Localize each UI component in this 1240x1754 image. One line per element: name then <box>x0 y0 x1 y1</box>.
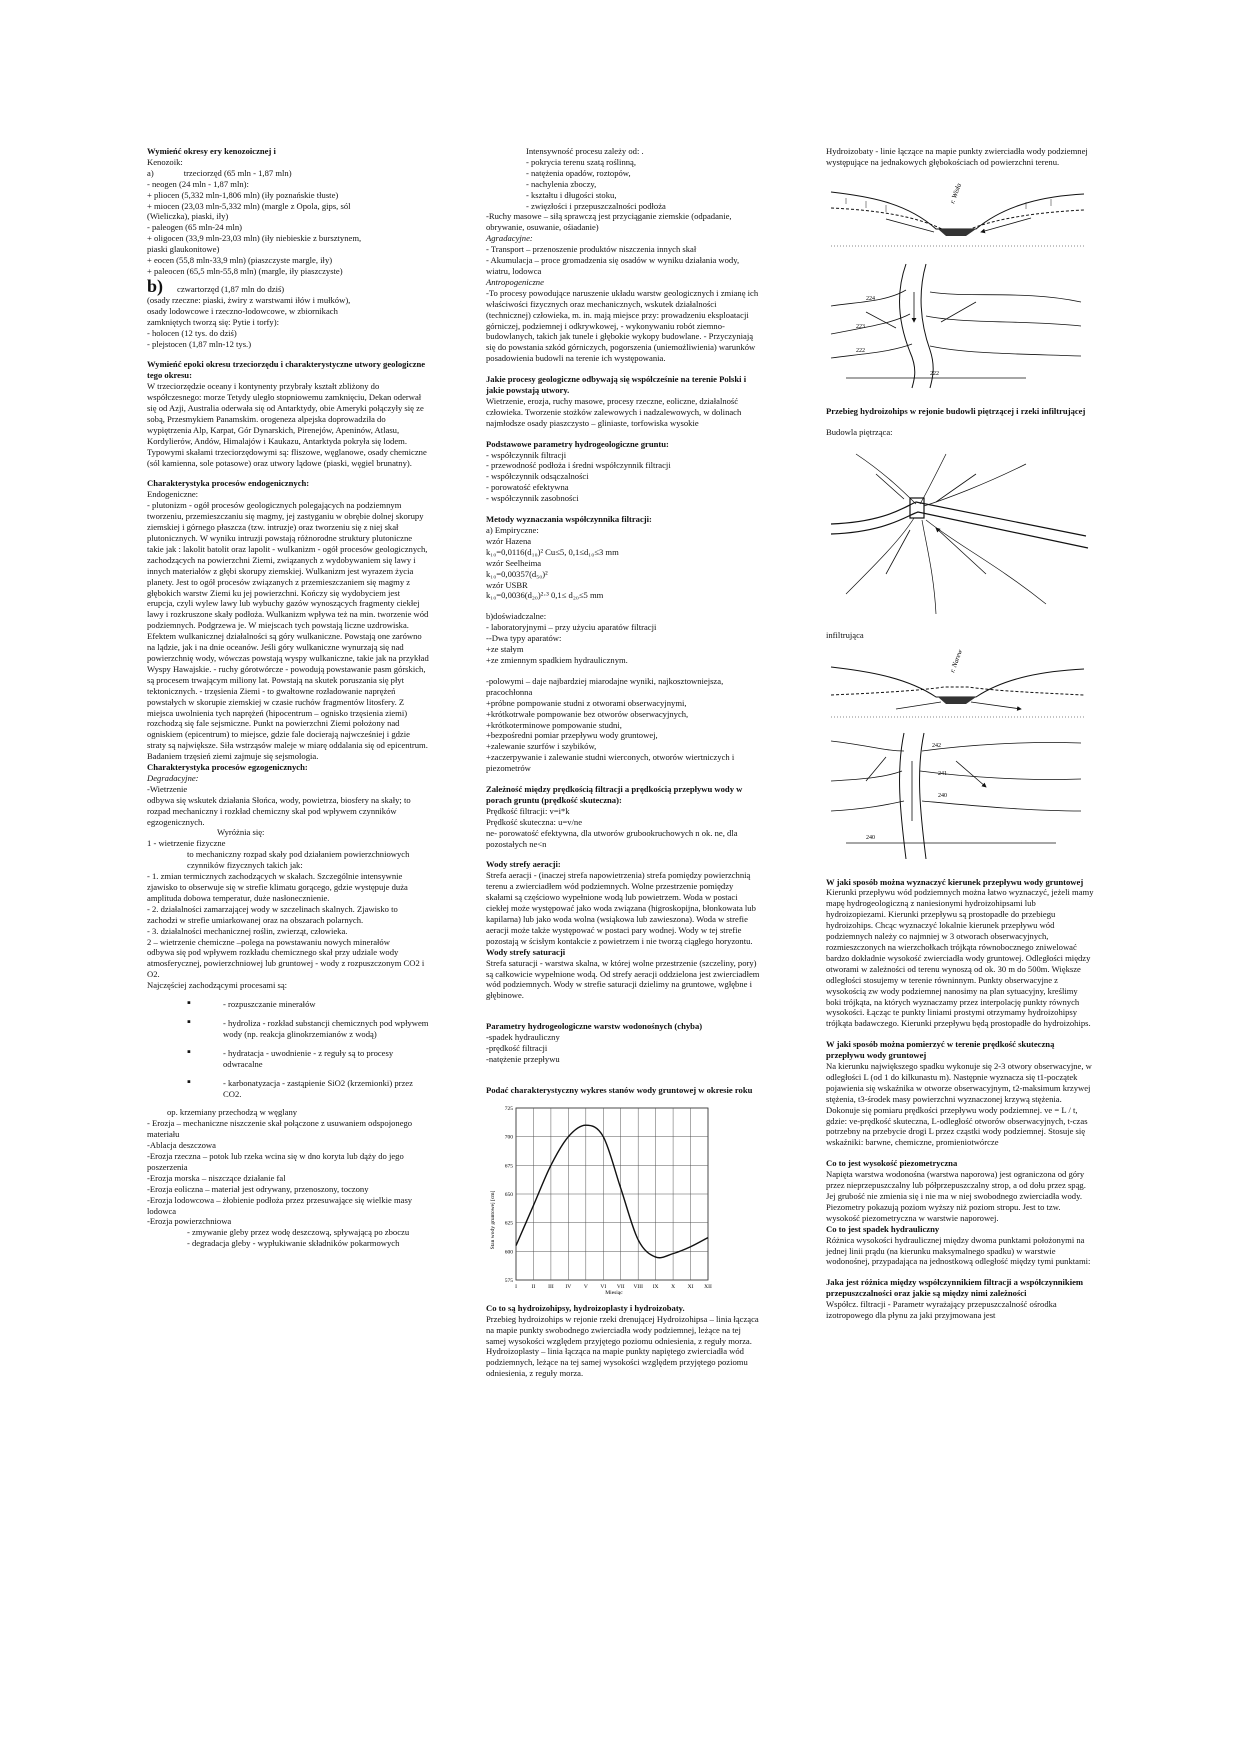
list-item: - plejstocen (1,87 mln-12 tys.) <box>147 338 252 349</box>
river-label-narew: r. Narew <box>948 648 965 674</box>
text-weathering-def: odbywa się wskutek działania Słońca, wody, powietrza, biosfery na skały; to rozpad mechaniczny i rozkład chemiczny skał pod wpływem czynników egzogenicznych. <box>147 794 411 827</box>
text-accumulation: - Akumulacja – proce gromadzenia się osadów w wyniku działania wody, wiatru, lodowca <box>486 255 740 276</box>
contour-label: 240 <box>938 792 947 799</box>
list-neogen <box>147 179 429 277</box>
text-frost: - 2. działalności zamarzającej wody w szczelinach skalnych. Zjawisko to zachodzi w strefie umiarkowanej oraz na obszarach polarnych. <box>147 903 398 925</box>
list-item: + miocen (23,03 mln-5,332 mln) (margle z Opola, gips, sól <box>147 200 351 211</box>
chart-x-tick-label: IX <box>652 1283 659 1290</box>
list-item: + oligocen (33,9 mln-23,03 mln) (iły niebieskie z bursztynem, <box>147 233 362 244</box>
contour-label: 241 <box>938 770 947 777</box>
river-bank-left <box>900 264 915 388</box>
list-item: - kształtu i długości stoku, <box>526 189 617 200</box>
chart-y-label: Stan wody gruntowej [cm] <box>490 1190 496 1250</box>
list-item: ▪ - hydratacja - uwodnienie - z reguły są to procesy odwracalne <box>147 1048 429 1070</box>
river-drainage-map-figure <box>826 262 1086 390</box>
list-quaternary <box>147 295 429 350</box>
heading-effective-velocity: W jaki sposób można pomierzyć w terenie prędkość skuteczną przepływu wody gruntowej <box>826 1039 1055 1061</box>
list-item: -spadek hydrauliczny <box>486 1032 560 1043</box>
list-item: - nachylenia zboczy, <box>526 178 597 189</box>
list-item: ▪ - rozpuszczanie minerałów <box>147 999 429 1010</box>
list-intensity <box>486 157 762 212</box>
list-item: wzór Seelheima <box>486 557 542 568</box>
river-bed <box>938 229 976 236</box>
list-item: -Erozja lodowcowa – żłobienie podłoża przez przesuwające się wielkie masy lodowca <box>147 1194 413 1216</box>
list-item: -Erozja rzeczna – potok lub rzeka wcina się w dno koryta lub dąży do jego poszerzenia <box>147 1151 404 1172</box>
contour-label: 242 <box>932 742 941 749</box>
text-aggradation: Agradacyjne: <box>486 233 533 244</box>
text-thermal: - 1. zmian termicznych zachodzących w skałach. Szczególnie intensywnie zjawisko to obserwuje się w strefie klimatu gorącego, gdzie występuje duża amplituda dobowa temperatur, duże nasłonecznienie. <box>147 871 408 903</box>
contour-label: 222 <box>930 370 939 377</box>
column-middle <box>486 146 762 1379</box>
formula-effective-velocity: Prędkość skuteczna: u=v/ne <box>486 816 583 827</box>
infiltrating-river-map-figure <box>826 731 1086 861</box>
list-item: - współczynnik zasobności <box>486 493 579 504</box>
hydroisohypse-242 <box>831 741 1081 751</box>
river-label-wisla: r. Wisła <box>948 182 964 205</box>
river-bed <box>938 697 976 704</box>
water-table-line <box>831 687 1084 695</box>
list-empirical <box>486 525 762 601</box>
terrain-profile <box>831 667 1084 697</box>
text-poland-processes: Wietrzenie, erozja, ruchy masowe, procesy rzeczne, eoliczne, działalność człowieka. Tworzenie stożków zalewowych i nadzalewowych, w dolinach najmłodsze osady piaszczysto – gliniaste, torfowiska wysokie <box>486 395 742 428</box>
infiltrating-river-section-figure <box>826 647 1086 725</box>
text-hydraulic-gradient: Różnica wysokości hydraulicznej między dwoma punktami położonymi na jednej linii prądu (na kierunku maksymalnego spadku) w warstwie wodonośnej, przypadająca na jednostkową odległość między tymi punktami: <box>826 1234 1091 1267</box>
chart-y-tick-label: 625 <box>504 1220 513 1227</box>
text-porosity: ne- porowatość efektywna, dla utworów grubookruchowych n ok. ne, dla pozostałych ne<n <box>486 827 738 849</box>
list-item: +bezpośredni pomiar przepływu wody gruntowej, <box>486 730 658 741</box>
list-item: - paleogen (65 mln-24 mln) <box>147 222 242 233</box>
list-item: (osady rzeczne: piaski, żwiry z warstwami iłów i mułków), <box>147 294 351 305</box>
list-item: - współczynnik filtracji <box>486 449 567 460</box>
groundwater-level-chart <box>486 1102 716 1297</box>
list-item: b)doświadczalne: <box>486 611 547 622</box>
chart-y-tick-label: 650 <box>504 1191 513 1198</box>
heading-hydro-params: Podstawowe parametry hydrogeologiczne gruntu: <box>486 438 669 449</box>
contour-label: 223 <box>856 323 865 330</box>
hydroisohypse-222 <box>831 344 1081 358</box>
chart-x-tick-label: XII <box>704 1283 712 1290</box>
list-item: - natężenia opadów, roztopów, <box>526 167 631 178</box>
list-item: - degradacja gleby - wypłukiwanie składników pokarmowych <box>187 1238 400 1249</box>
text-weathering: -Wietrzenie <box>147 783 188 794</box>
text-piezometric: Napięta warstwa wodonośna (warstwa naporowa) jest ograniczona od góry przez nieprzepuszczalny lub półprzepuszczalny strop, a od dołu przez spąg. Jej grubość nie zmienia się i nie ma w niej swobodnego zwierciadła wody. Piezometry pokazują poziom wyższy niż poziom stropu. Jest to tzw. wysokość piezometryczna w warstwie naporowej. <box>826 1169 1086 1223</box>
chart-y-tick-label: 600 <box>504 1249 513 1256</box>
dam-hydroisohypses-figure <box>826 444 1094 624</box>
text-tertiary: W trzeciorzędzie oceany i kontynenty przybrały kształt zbliżony do współczesnego: morze Tetydy uległo stopniowemu zamknięciu, Dekan oderwał się od Azji, Australia oderwała się od Antarktydy, obie Ameryki połączyły się ze sobą, Przesmykiem Panamskim. orogeneza alpejska doprowadziła do wypiętrzenia Alp, Karpat, Gór Dynarskich, Pirenejów, Apeninów, Atlasu, Kordylierów, Andów, Himalajów i Kaukazu, Antarktyda pokryła się lodem. Typowymi skałami trzeciorzędowymi są: fliszowe, węglanowe, osady chemiczne (sól kamienna, sole potasowe) oraz utwory lądowe (piaski, węgiel brunatny). <box>147 381 427 468</box>
list-item: +krótkoterminowe pompowanie studni, <box>486 719 622 730</box>
list-item: osady lodowcowe i rzeczno-lodowcowe, w zbiornikach <box>147 305 338 316</box>
chart-x-tick-label: VIII <box>633 1283 643 1290</box>
list-item: - laboratoryjnymi – przy użyciu aparatów filtracji <box>486 622 657 633</box>
list-item: -Erozja eoliczna – materiał jest odrywany, przenoszony, toczony <box>147 1183 369 1194</box>
list-item: ▪ - hydroliza - rozkład substancji chemicznych pod wpływem wody (np. reakcja glinokrzemianów z wodą) <box>147 1018 429 1040</box>
river-bank-right <box>920 733 926 859</box>
water-table-line <box>831 208 1084 230</box>
list-item: -polowymi – daje najbardziej miarodajne wyniki, najkosztowniejsza, pracochłonna <box>486 675 724 697</box>
list-item: - pokrycia terenu szatą roślinną, <box>526 156 637 167</box>
list-item: +ze stałym <box>486 644 524 655</box>
chart-series-line <box>516 1125 708 1258</box>
list-item: wzór Hazena <box>486 535 532 546</box>
text-endogenic: - plutonizm - ogół procesów geologicznych polegających na podziemnym tworzeniu, przemieszczaniu się magmy, jej zastyganiu w obrębie dolnej skorupy ziemskiej i górnego płaszcza (tzw. intruzje) oraz tworzeniu się z niej skał plutonicznych. W wyniku intruzji powstają różnorodne struktury plutoniczne takie jak : lakolit batolit oraz lapolit - wulkanizm - ogół procesów geologicznych, zachodzących na powierzchni Ziemi, związanych z wydobywaniem się lawy i innych materiałów z głębi skorupy ziemskiej. Wulkanizm jest wyrazem życia planety. Jest to ogół procesów związanych z przemieszczaniem się magmy z głębokich warstw Ziemi ku jej powierzchni. Kończy się wydobyciem jest erupcja, czyli wylew lawy lub wybuchy gazów wynoszących fragmenty ciekłej lawy i rozkruszone skały podłoża. Wulkanizm wpływa też na min. tworzenie wód podziemnych. Podgrzewa je. W miejscach tych powstają liczne uzdrowiska. Efektem wulkanicznej działalności są góry wulkaniczne. Powstają one zarówno na lądzie, jak i na dnie oceanów. Jeśli góry wulkaniczne wynurzają się nad powierzchnię wody, wówczas powstają wyspy wulkaniczne, takie jak na przykład Wyspy Hawajskie. - ruchy górotwórcze - powodują powstawanie pasm górskich, są procesem trwającym miliony lat. Powstają na skutek poruszania się płyt tektonicznych. - trzęsienia Ziemi - to gwałtowne rozładowanie naprężeń powstałych w skorupie ziemskiej w czasie ruchów fragmentów litosfery. Z miejsca uwolnienia tych naprężeń (hipocentrum – ognisko trzęsienia ziemi) rozchodzą się fale sejsmiczne. Punkt na powierzchni Ziemi położony nad ogniskiem (epicentrum) to miejsce, gdzie fale docierają najwcześniej i gdzie straty są największe. Siła wstrząsów maleje w miarę oddalania się od epicentrum. Badaniem trzęsień ziemi zajmuje się sejsmologia. <box>147 500 429 762</box>
text-physical-def: to mechaniczny rozpad skały pod działaniem powierzchniowych czynników fizycznych takich jak: <box>187 849 410 871</box>
list-item: -Erozja morska – niszczące działanie fal <box>147 1172 286 1183</box>
hydroisohypse-223 <box>831 314 1081 334</box>
text-intensity: Intensywność procesu zależy od: . <box>526 146 644 156</box>
heading-groundwater-chart: Podać charakterystyczny wykres stanów wody gruntowej w okresie roku <box>486 1084 753 1095</box>
flow-arrows-map <box>866 757 986 821</box>
text-anthropogenic: Antropogeniczne <box>486 276 544 287</box>
list-erosion <box>147 1107 429 1249</box>
text-hydroisohypses: Przebieg hydroizohips w rejonie rzeki drenującej Hydroizohipsa – linia łącząca na mapie punkty swobodnego zwierciadła wody podziemnej, leżące na tej samej wysokości względem przyjętego poziomu odniesienia, z reguły morza. Hydroizoplasty – linia łącząca na mapie punkty napiętego zwierciadła wód podziemnych, leżące na tej samej wysokości względem przyjętego poziomu odniesienia, z reguły morza. <box>486 1313 759 1379</box>
text-degradation: Degradacyjne: <box>147 772 199 783</box>
heading-flow-direction: W jaki sposób można wyznaczyć kierunek przepływu wody gruntowej <box>826 876 1084 887</box>
heading-hydroisohypses: Co to są hydroizohipsy, hydroizoplasty i hydroizobaty. <box>486 1302 685 1313</box>
list-item: piaski glaukonitowe) <box>147 244 220 255</box>
text-anthropogenic-def: -To procesy powodujące naruszenie układu warstw geologicznych i zmianę ich właściwości fizycznych oraz mechanicznych, wskutek działalności (technicznej) człowieka, m. in. mają miejsce przy: prowadzeniu eksploatacji górniczej, podziemnej i odkrywkowej, - wykonywaniu robót ziemno-budowlanych, takich jak tunele i głębokie wykopy budowlane. - Przyczyniają się do powstania szkód górniczych, pogorszenia (uniemożliwienia) warunków posadowienia budowli na terenie ich występowania. <box>486 287 759 364</box>
heading-piezometric: Co to jest wysokość piezometryczna <box>826 1158 958 1169</box>
formula-hazen: k₁₀=0,0116(d₁₀)² Cu≤5, 0,1≤d₁₀≤3 mm <box>486 546 619 557</box>
chart-y-tick-label: 725 <box>504 1105 513 1112</box>
text-physical: 1 - wietrzenie fizyczne <box>147 838 226 849</box>
list-experimental <box>486 611 762 666</box>
list-item: + paleocen (65,5 mln-55,8 mln) (margle, iły piaszczyste) <box>147 265 343 276</box>
text-flow-direction: Kierunki przepływu wód podziemnych można łatwo wyznaczyć, jeżeli mamy mapę hydrogeologiczną z naniesionymi hydroizohipsami lub hydroizopiezami. Kierunki przepływu są prostopadłe do przebiegu hydroizohips. Chcąc wyznaczyć lokalnie kierunek przepływu wód podziemnych należy co najmniej w 3 otworach obserwacyjnych, rozmieszczonych na wierzchołkach trójkąta równobocznego zniwelować bardzo dokładnie wysokość zwierciadła wody gruntowej. Odległości między otworami w zależności od terenu wynoszą od ok. 30 m do 500m. Większe odległości stosujemy w terenie równinnym. Punkty obserwacyjne z wysokością zw wody podziemnej nanosimy na plan sytuacyjny, kreślimy boki trójkąta, na których wyznaczamy przez interpolację punkty równych wysokości. Łącząc te punkty liniami prostymi otrzymamy hydroizohipsy trójkąta badawczego. Kierunki przepływu będą prostopadłe do hydroizohips. <box>826 887 1094 1029</box>
heading-velocity-relation: Zależność między prędkością filtracji a prędkością przepływu wody w porach gruntu (prędkość skuteczna): <box>486 784 743 805</box>
text-a: trzeciorzęd (65 mln - 1,87 mln) <box>183 167 292 178</box>
list-item: -prędkość filtracji <box>486 1043 548 1054</box>
chart-x-tick-label: IV <box>565 1283 572 1290</box>
list-item: -natężenie przepływu <box>486 1053 560 1064</box>
chart-x-tick-label: VI <box>600 1283 607 1290</box>
heading-tertiary-epochs: Wymieńć epoki okresu trzeciorzędu i charakterystyczne utwory geologiczne tego okresu: <box>147 359 426 381</box>
list-item: a) Empiryczne: <box>486 525 539 535</box>
text-hydroisobaths: Hydroizobaty - linie łączące na mapie punkty zwierciadła wody podziemnej występujące na jednakowych głębokościach od powierzchni terenu. <box>826 146 1088 167</box>
heading-aeration-zone: Wody strefy aeracji: <box>486 859 561 870</box>
text-kenozoik: Kenozoik: <box>147 156 183 167</box>
chart-x-tick-label: X <box>671 1283 676 1290</box>
formula-filtration-velocity: Prędkość filtracji: v=i*k <box>486 805 570 816</box>
list-item: - porowatość efektywna <box>486 482 569 493</box>
list-item: -Erozja powierzchniowa <box>147 1216 232 1227</box>
chart-y-tick-label: 675 <box>504 1163 513 1170</box>
river-drainage-section-figure <box>826 174 1086 256</box>
text-biotic: - 3. działalności mechanicznej roślin, zwierząt, człowieka. <box>147 925 348 936</box>
list-hydro-params <box>486 450 762 505</box>
text-processes: Najczęściej zachodzącymi procesami są: <box>147 980 288 991</box>
river-downstream <box>831 512 1088 548</box>
heading-filtration-methods: Metody wyznaczania współczynnika filtracji: <box>486 514 652 525</box>
list-item: --Dwa typy aparatów: <box>486 633 562 644</box>
heading-hydraulic-gradient: Co to jest spadek hydrauliczny <box>826 1223 940 1234</box>
heading-endogenic: Charakterystyka procesów endogenicznych: <box>147 478 310 489</box>
chart-grid <box>516 1108 708 1280</box>
item-b <box>147 277 429 295</box>
text-saturation-zone: Strefa saturacji - warstwa skalna, w której wolne przestrzenie (szczeliny, pory) są całkowicie wypełnione wodą. Od strefy aeracji oddzielona jest zwierciadłem wód podziemnych. Wody w strefie saturacji dzielimy na gruntowe, wgłębne i głębinowe. <box>486 957 760 1001</box>
list-item: + pliocen (5,332 mln-1,806 mln) (iły poznańskie tłuste) <box>147 189 339 200</box>
list-item: - współczynnik odsączalności <box>486 471 589 482</box>
chart-x-tick-label: II <box>531 1283 536 1290</box>
item-a <box>147 168 429 179</box>
list-item: - holocen (12 tys. do dziś) <box>147 327 237 338</box>
text-transport: - Transport – przenoszenie produktów niszczenia innych skał <box>486 244 697 255</box>
text-infiltration: infiltrująca <box>826 629 864 640</box>
heading-aquifer-params: Parametry hydrogeologiczne warstw wodonośnych (chyba) <box>486 1021 703 1032</box>
list-field-methods <box>486 676 762 774</box>
chart-y-ticks <box>505 1106 514 1284</box>
text-b: czwartorzęd (1,87 mln do dziś) <box>177 283 285 294</box>
text-chemical-def: odbywa się pod wpływem rozkładu chemicznego skał przy udziale wody atmosferycznej, powierzchniowej lub gruntowej - wody z rozpuszczonym CO2 i O2. <box>147 947 425 980</box>
list-item: +krótkotrwałe pompowanie bez otworów obserwacyjnych, <box>486 708 689 719</box>
list-item: +zalewanie szurfów i szybików, <box>486 741 597 752</box>
chart-x-label: Miesiąc <box>605 1289 623 1296</box>
contour-label: 240 <box>866 834 875 841</box>
heading-filtration-vs-permeability: Jaka jest różnica między współczynnikiem filtracji a współczynnikiem przepuszczalności oraz jakie są między nimi zależności <box>826 1277 1084 1299</box>
heading-dam-infiltration: Przebieg hydroizohips w rejonie budowli piętrzącej i rzeki infiltrującej <box>826 405 1086 416</box>
chart-y-tick-label: 700 <box>504 1134 513 1141</box>
list-item: zamkniętych tworzą się: Pytie i torfy): <box>147 316 279 327</box>
list-item: +zaczerpywanie i zalewanie studni wierconych, otworów wiertniczych i piezometrów <box>486 752 735 774</box>
text-mass-movements: -Ruchy masowe – siłą sprawczą jest przyciąganie ziemskie (odpadanie, obrywanie, osuwanie, ośiadanie) <box>486 211 732 233</box>
chart-y-tick-label: 575 <box>504 1277 513 1284</box>
label-a: a) <box>147 167 154 178</box>
chart-x-tick-label: VII <box>616 1283 625 1290</box>
river-bank-right <box>921 264 933 388</box>
list-item: (Wieliczka), piaski, iły) <box>147 211 229 222</box>
list-item: - zmywanie gleby przez wodę deszczową, spływającą po zboczu <box>187 1227 410 1238</box>
text-filtration-vs-permeability: Współcz. filtracji - Parametr wyrażający przepuszczalność ośrodka izotropowego dla płynu za jaki przyjmowana jest <box>826 1299 1057 1321</box>
text-chemical: 2 – wietrzenie chemiczne –polega na powstawaniu nowych minerałów <box>147 936 390 947</box>
heading-cenozoic-periods: Wymieńć okresy ery kenozoicznej i <box>147 146 276 156</box>
list-item: wzór USBR <box>486 579 528 590</box>
chart-x-tick-label: XI <box>687 1283 694 1290</box>
list-item: op. krzemiany przechodzą w węglany <box>167 1107 298 1118</box>
column-right <box>826 146 1094 1321</box>
text-aeration-zone: Strefa aeracji - (inaczej strefa napowietrzenia) strefa pomiędzy powierzchnią terenu a zwierciadłem wód podziemnych. Wolne przestrzenie pomiędzy skałami są częściowo wypełnione wodą lub powietrzem. Woda w postaci ciekłej może występować jako woda związana (higroskopijna, błonkowata lub kapilarna) lub jako woda wolna (wsiąkowa lub zawieszona). Woda w strefie aeracji może także występować w postaci pary wodnej. Wody w tej strefie pozostają w ścisłym kontakcie z powietrzem i nie tworzą ciągłego horyzontu. <box>486 870 756 946</box>
formula-seelheim: k₁₀=0,00357(d₅₀)² <box>486 568 548 579</box>
river-bank-left <box>900 733 906 859</box>
contour-label: 224 <box>866 295 875 302</box>
text-dam: Budowla piętrząca: <box>826 426 893 437</box>
list-item: -Ablacja deszczowa <box>147 1140 216 1151</box>
list-item: +próbne pompowanie studni z otworami obserwacyjnymi, <box>486 697 687 708</box>
list-item: ▪ - karbonatyzacja - zastąpienie SiO2 (krzemionki) przez CO2. <box>147 1078 429 1100</box>
list-item: - przewodność podłoża i średni współczynnik filtracji <box>486 460 671 471</box>
list-item: - Erozja – mechaniczne niszczenie skał połączone z usuwaniem odspojonego materiału <box>147 1118 413 1140</box>
chart-x-tick-label: III <box>548 1283 554 1290</box>
river-upstream <box>831 502 1086 536</box>
list-item: +ze zmiennym spadkiem hydraulicznym. <box>486 654 628 665</box>
heading-poland-processes: Jakie procesy geologiczne odbywają się współcześnie na terenie Polski i jakie powstają utwory. <box>486 374 747 396</box>
contour-label: 222 <box>856 347 865 354</box>
column-left <box>147 146 429 1249</box>
chart-x-tick-label: I <box>515 1283 517 1290</box>
list-item: - neogen (24 mln - 1,87 mln): <box>147 178 249 189</box>
chart-x-tick-label: V <box>583 1283 588 1290</box>
heading-exogenic: Charakterystyka procesów egzogenicznych: <box>147 762 308 773</box>
list-item: + eocen (55,8 mln-33,9 mln) (piaszczyste margle, iły) <box>147 255 333 266</box>
heading-saturation-zone: Wody strefy saturacji <box>486 946 566 957</box>
hydroisohypse-240 <box>831 801 1081 811</box>
hydroisohypse-241 <box>831 771 1081 781</box>
text-endogenic-label: Endogeniczne: <box>147 489 199 500</box>
formula-usbr: k₁₀=0,0036(d₂₀)²·³ 0,1≤ d₂₀≤5 mm <box>486 590 604 601</box>
text-distinguish: Wyróżnia się: <box>217 827 265 838</box>
text-effective-velocity: Na kierunku największego spadku wykonuje się 2-3 otwory obserwacyjne, w odległości L (od 1 do kilkunastu m). Następnie wyznacza się t1-początek pojawienia się wskaźnika w otworze obserwacyjnym, t2-maksimum krzywej stężenia, t3-środek masy powierzchni wyznaczonej krzywą stężenia. Dokonuje się pomiaru prędkości przepływu wody podziemnej. ve = L / t, gdzie: ve-prędkość skuteczna, L-odległość otworów obserwacyjnych, t-czas potrzebny na przebycie drogi L przez cząstki wody podziemnej. Stosuje się wskaźniki: barwne, chemiczne, promieniotwórcze <box>826 1061 1092 1148</box>
list-item: - zwięzłości i przepuszczalności podłoża <box>526 200 666 211</box>
label-b: b) <box>147 275 164 296</box>
